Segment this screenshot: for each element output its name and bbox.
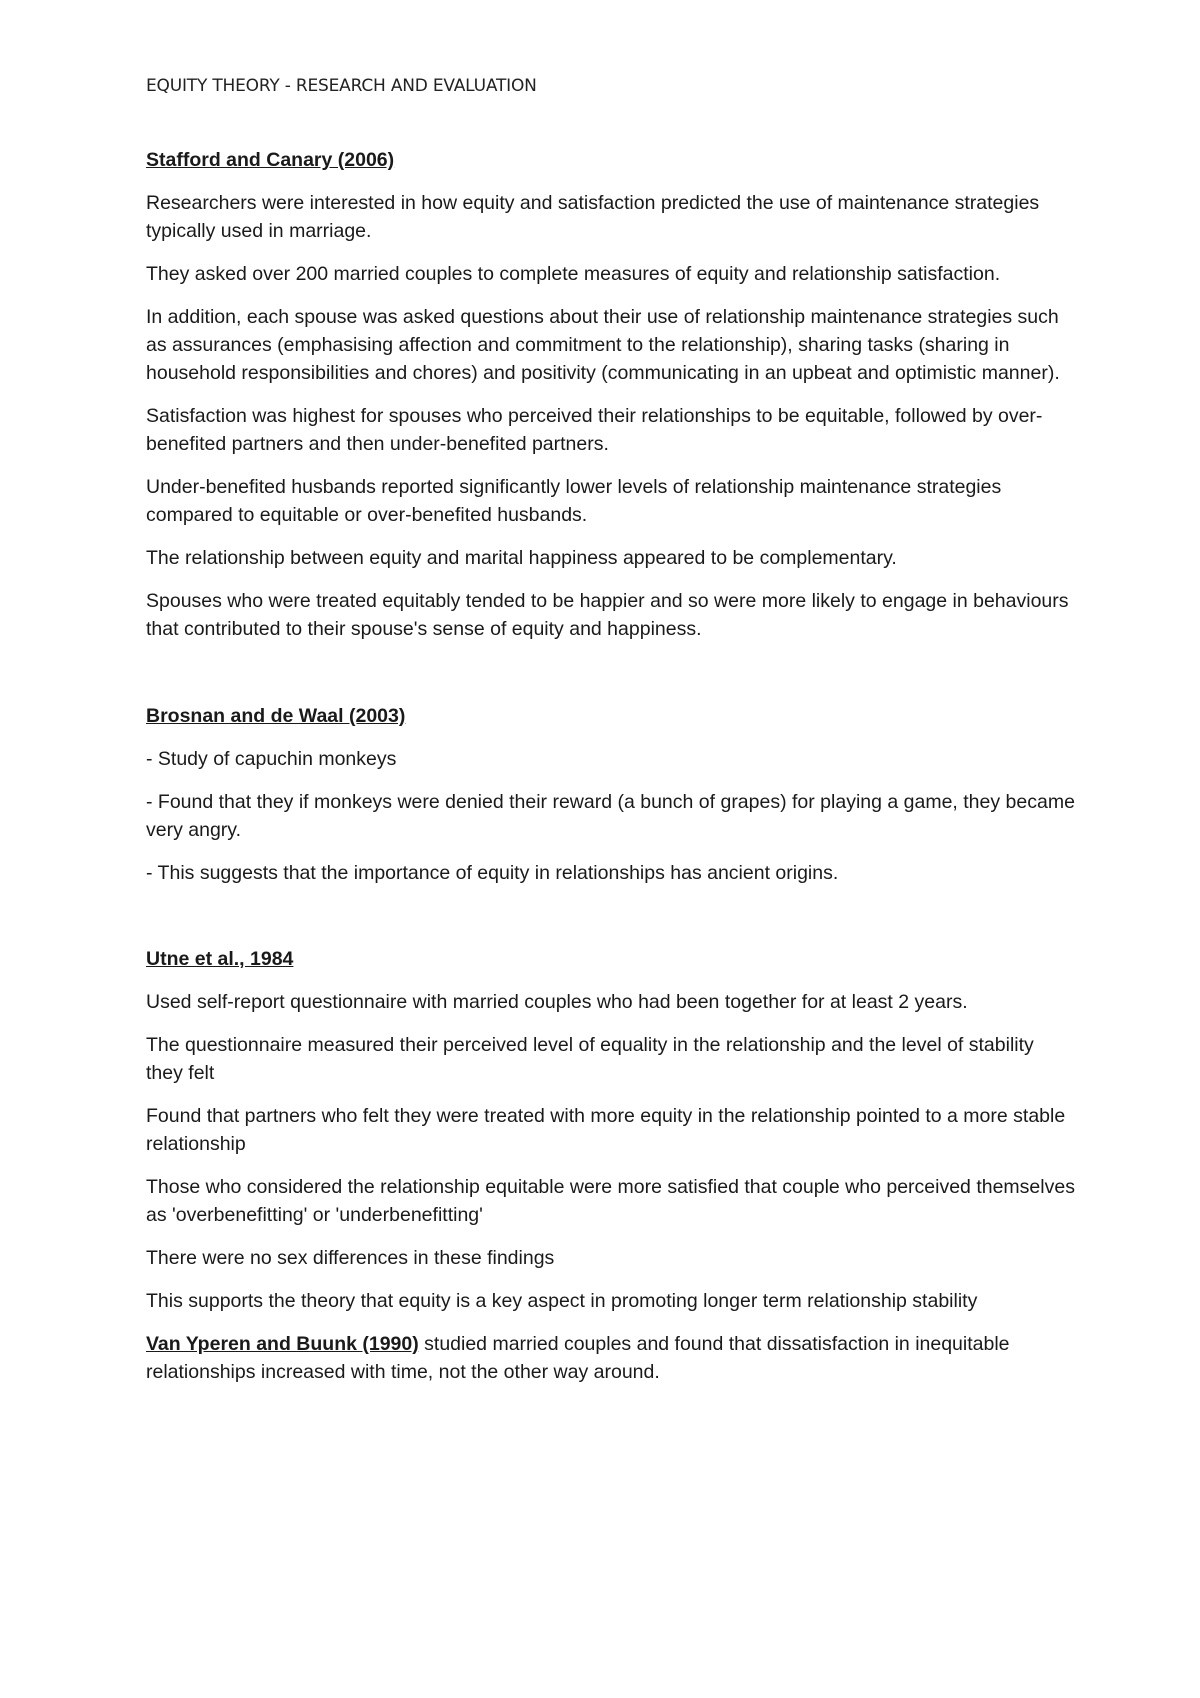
paragraph: The relationship between equity and marital happiness appeared to be complementary. xyxy=(146,547,897,569)
section-heading: Utne et al., 1984 xyxy=(146,948,294,970)
paragraph: They asked over 200 married couples to complete measures of equity and relationship satisfaction. xyxy=(146,263,1001,285)
section-stafford-canary xyxy=(146,146,1076,643)
paragraph: Researchers were interested in how equity and satisfaction predicted the use of maintenance strategies typically used in marriage. xyxy=(146,192,1040,242)
paragraph: The questionnaire measured their perceived level of equality in the relationship and the level of stability they felt xyxy=(146,1034,1034,1084)
paragraph: There were no sex differences in these findings xyxy=(146,1247,555,1269)
bullet-item: - Study of capuchin monkeys xyxy=(146,748,397,770)
paragraph: Spouses who were treated equitably tended to be happier and so were more likely to engage in behaviours that contributed to their spouse's sense of equity and happiness. xyxy=(146,590,1069,640)
document-body xyxy=(146,146,1076,1401)
inline-reference: Van Yperen and Buunk (1990) xyxy=(146,1333,419,1355)
paragraph: Satisfaction was highest for spouses who perceived their relationships to be equitable, followed by over-benefited partners and then under-benefited partners. xyxy=(146,405,1043,455)
section-spacer xyxy=(146,902,1076,945)
bullet-item: - Found that they if monkeys were denied their reward (a bunch of grapes) for playing a game, they became very angry. xyxy=(146,791,1075,841)
section-heading: Brosnan and de Waal (2003) xyxy=(146,705,406,727)
closing-text: studied married couples and found that dissatisfaction in inequitable relationships increased with time, not the other way around. xyxy=(146,1333,1010,1383)
section-heading: Stafford and Canary (2006) xyxy=(146,149,395,171)
section-utne xyxy=(146,945,1076,1386)
section-brosnan-de-waal xyxy=(146,702,1076,887)
section-spacer xyxy=(146,658,1076,702)
paragraph: Used self-report questionnaire with married couples who had been together for at least 2 years. xyxy=(146,991,968,1013)
document-title: EQUITY THEORY - RESEARCH AND EVALUATION xyxy=(146,76,537,96)
paragraph: In addition, each spouse was asked questions about their use of relationship maintenance strategies such as assurances (emphasising affection and commitment to the relationship), sharing tasks (sharing in household responsibilities and chores) and positivity (communicating in an upbeat and optimistic manner). xyxy=(146,306,1060,384)
paragraph: Those who considered the relationship equitable were more satisfied that couple who perceived themselves as 'overbenefitting' or 'underbenefitting' xyxy=(146,1176,1075,1226)
closing-paragraph xyxy=(146,1330,1076,1386)
bullet-item: - This suggests that the importance of equity in relationships has ancient origins. xyxy=(146,862,839,884)
paragraph: Under-benefited husbands reported significantly lower levels of relationship maintenance strategies compared to equitable or over-benefited husbands. xyxy=(146,476,1002,526)
paragraph: This supports the theory that equity is a key aspect in promoting longer term relationship stability xyxy=(146,1290,978,1312)
paragraph: Found that partners who felt they were treated with more equity in the relationship pointed to a more stable relationship xyxy=(146,1105,1066,1155)
